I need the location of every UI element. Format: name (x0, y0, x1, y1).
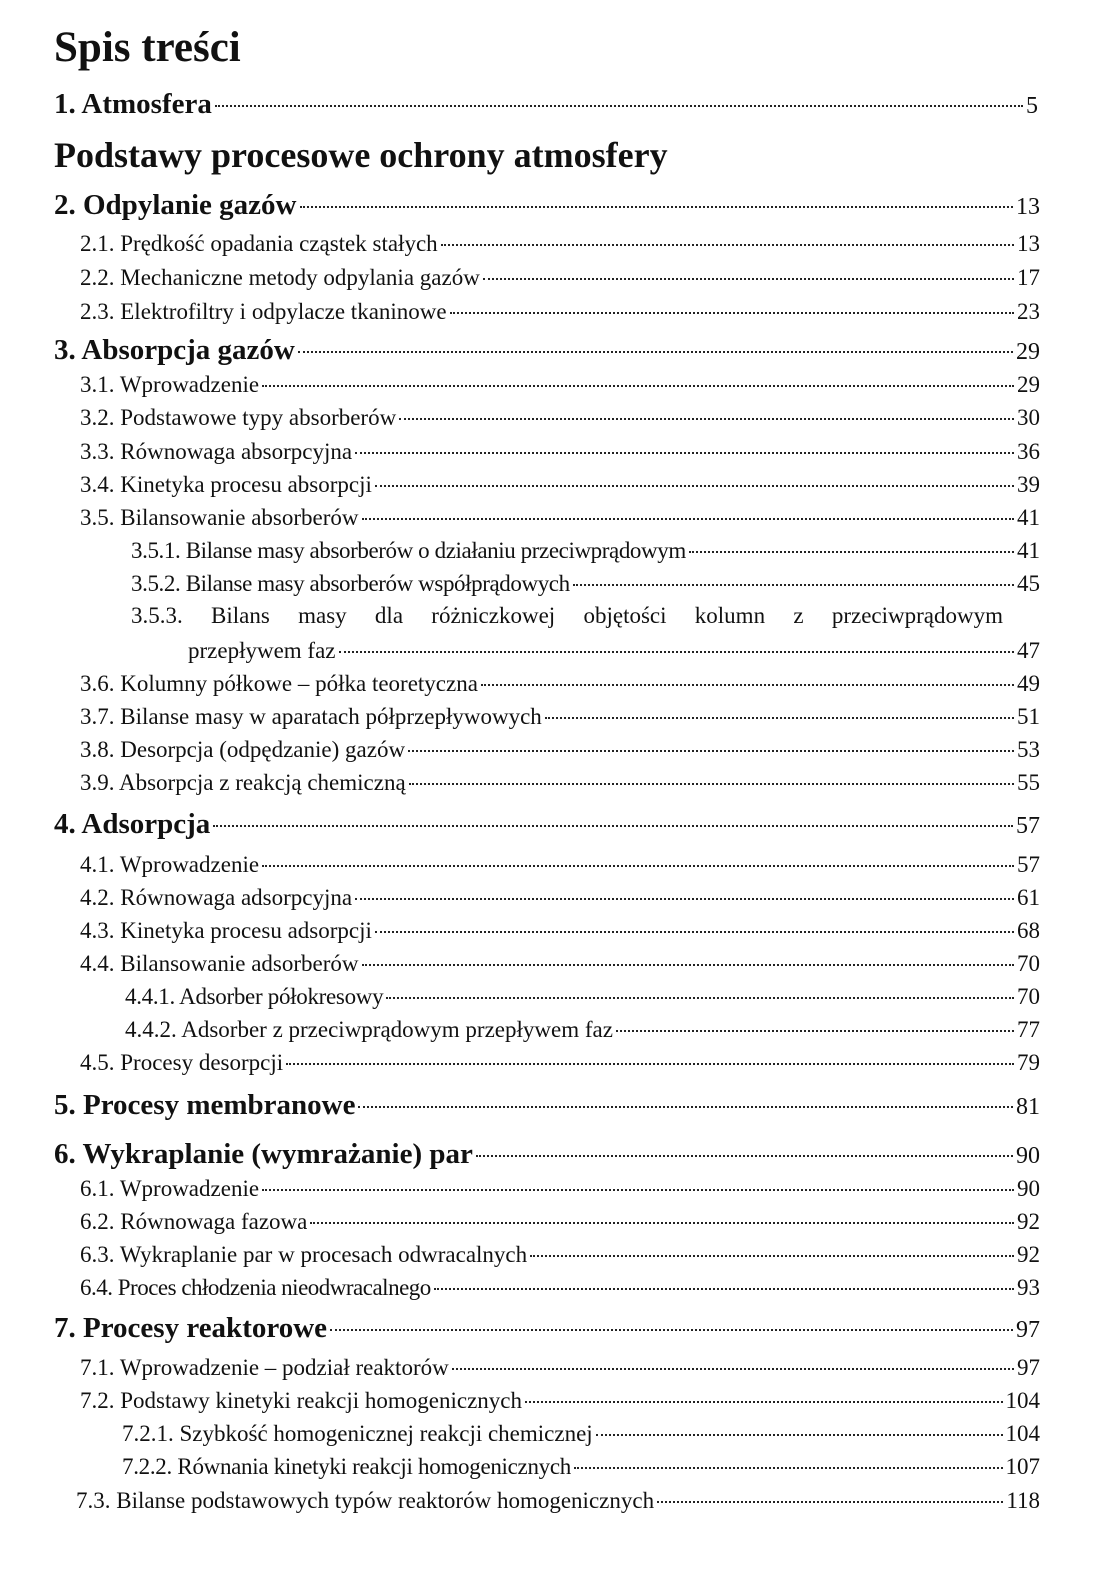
toc-entry (54, 336, 1040, 365)
leader-dots (530, 1255, 1014, 1257)
toc-entry-page: 29 (1016, 339, 1040, 365)
toc-entry-label: 6.1. Wprowadzenie (80, 1176, 260, 1201)
toc-entry (80, 473, 1040, 496)
leader-dots (362, 964, 1015, 966)
toc-entry-page: 90 (1016, 1143, 1040, 1169)
toc-entry-label: 7.3. Bilanse podstawowych typów reaktorów homogenicznych (76, 1488, 655, 1513)
toc-entry-page: 53 (1017, 737, 1040, 762)
toc-entry-page: 23 (1017, 299, 1040, 324)
leader-dots (434, 1288, 1014, 1290)
toc-entry-page: 118 (1006, 1488, 1040, 1513)
toc-entry (80, 440, 1040, 463)
leader-dots (573, 584, 1014, 586)
toc-entry-label: 3.3. Równowaga absorpcyjna (80, 439, 353, 464)
toc-entry-page: 55 (1017, 770, 1040, 795)
toc-entry-page: 57 (1016, 813, 1040, 839)
leader-dots (616, 1030, 1014, 1032)
leader-dots (476, 1155, 1013, 1157)
leader-dots (262, 385, 1014, 387)
toc-entry (122, 1422, 1040, 1445)
toc-entry-label: 3.5.1. Bilanse masy absorberów o działaniu przeciwprądowym (131, 538, 686, 563)
toc-entry-label: 4. Adsorpcja (54, 808, 211, 840)
toc-entry-page: 57 (1017, 852, 1040, 877)
toc-entry-page: 93 (1017, 1275, 1040, 1300)
toc-entry-page: 70 (1017, 951, 1040, 976)
toc-entry-label: 1. Atmosfera (54, 88, 212, 120)
toc-entry (80, 506, 1040, 529)
toc-entry-page: 61 (1017, 885, 1040, 910)
toc-entry-label: 3.4. Kinetyka procesu absorpcji (80, 472, 372, 497)
toc-entry (80, 1210, 1040, 1233)
leader-dots (574, 1467, 1003, 1469)
toc-entry (80, 300, 1040, 323)
toc-entry-label: 5. Procesy membranowe (54, 1089, 356, 1121)
toc-entry (80, 952, 1040, 975)
toc-entry (80, 1051, 1040, 1074)
toc-entry (80, 1389, 1040, 1412)
leader-dots (399, 418, 1014, 420)
toc-entry-label: 7.2.1. Szybkość homogenicznej reakcji chemicznej (122, 1421, 593, 1446)
toc-entry (125, 1018, 1040, 1041)
toc-entry-label: 4.2. Równowaga adsorpcyjna (80, 885, 353, 910)
section-header: Podstawy procesowe ochrony atmosfery (54, 135, 668, 175)
leader-dots (481, 684, 1014, 686)
toc-entry-wrapped-line: 3.5.3. Bilans masy dla różniczkowej objętości kolumn z przeciwprądowym (131, 603, 1003, 628)
toc-entry-page: 5 (1026, 93, 1038, 119)
toc-entry-label: 7.1. Wprowadzenie – podział reaktorów (80, 1355, 449, 1380)
leader-dots (689, 551, 1014, 553)
toc-entry-label: 3. Absorpcja gazów (54, 334, 295, 366)
toc-entry-label: 2.2. Mechaniczne metody odpylania gazów (80, 265, 480, 290)
toc-entry-page: 17 (1017, 265, 1040, 290)
leader-dots (355, 452, 1014, 454)
toc-entry (80, 738, 1040, 761)
toc-entry-page: 81 (1016, 1094, 1040, 1120)
leader-dots (298, 351, 1013, 353)
toc-entry-label: 2.1. Prędkość opadania cząstek stałych (80, 231, 438, 256)
toc-entry (80, 853, 1040, 876)
leader-dots (375, 931, 1014, 933)
toc-entry-page: 97 (1017, 1355, 1040, 1380)
leader-dots (310, 1222, 1014, 1224)
toc-entry-label: 7.2.2. Równania kinetyki reakcji homogenicznych (122, 1454, 571, 1479)
toc-entry-label: 3.1. Wprowadzenie (80, 372, 260, 397)
leader-dots (441, 244, 1014, 246)
toc-entry-page: 36 (1017, 439, 1040, 464)
toc-entry-page: 49 (1017, 671, 1040, 696)
leader-dots (450, 312, 1014, 314)
toc-entry (80, 1243, 1040, 1266)
toc-entry-page: 77 (1017, 1017, 1040, 1042)
toc-entry (54, 1091, 1040, 1120)
toc-entry-label: 4.3. Kinetyka procesu adsorpcji (80, 918, 372, 943)
toc-entry-page: 41 (1017, 538, 1040, 563)
toc-entry (80, 919, 1040, 942)
toc-entry-label: 4.1. Wprowadzenie (80, 852, 260, 877)
toc-entry-page: 97 (1016, 1317, 1040, 1343)
toc-entry-page: 68 (1017, 918, 1040, 943)
toc-entry-page: 30 (1017, 405, 1040, 430)
toc-entry-label: 6.3. Wykraplanie par w procesach odwracalnych (80, 1242, 528, 1267)
toc-entry (80, 232, 1040, 255)
toc-entry-page: 13 (1016, 194, 1040, 220)
leader-dots (545, 717, 1014, 719)
leader-dots (657, 1501, 1003, 1503)
toc-entry-label: 3.8. Desorpcja (odpędzanie) gazów (80, 737, 406, 762)
toc-entry-page: 41 (1017, 505, 1040, 530)
leader-dots (409, 783, 1014, 785)
toc-entry (80, 1356, 1040, 1379)
toc-entry-page: 92 (1017, 1209, 1040, 1234)
toc-entry-page: 45 (1017, 571, 1040, 596)
toc-entry (131, 539, 1040, 562)
toc-entry-page: 70 (1017, 984, 1040, 1009)
leader-dots (375, 485, 1014, 487)
leader-dots (330, 1329, 1013, 1331)
toc-entry-label: 4.4.2. Adsorber z przeciwprądowym przepływem faz (125, 1017, 613, 1042)
leader-dots (452, 1368, 1014, 1370)
toc-entry-label: 3.5. Bilansowanie absorberów (80, 505, 359, 530)
leader-dots (262, 865, 1014, 867)
toc-entry (125, 985, 1040, 1008)
toc-entry (80, 771, 1040, 794)
toc-entry (80, 1276, 1040, 1299)
toc-entry-label: 6.2. Równowaga fazowa (80, 1209, 308, 1234)
toc-entry-page: 29 (1017, 372, 1040, 397)
toc-entry-label: 4.4.1. Adsorber półokresowy (125, 984, 384, 1009)
toc-entry (80, 705, 1040, 728)
leader-dots (286, 1063, 1014, 1065)
toc-entry (54, 810, 1040, 839)
leader-dots (300, 206, 1014, 208)
leader-dots (213, 825, 1013, 827)
toc-entry-page: 92 (1017, 1242, 1040, 1267)
leader-dots (483, 278, 1014, 280)
toc-entry (54, 1140, 1040, 1169)
toc-entry-page: 107 (1005, 1454, 1040, 1479)
toc-entry-label: 6.4. Proces chłodzenia nieodwracalnego (80, 1275, 431, 1300)
toc-entry (80, 373, 1040, 396)
toc-entry-page: 104 (1005, 1388, 1040, 1413)
toc-entry (80, 1177, 1040, 1200)
leader-dots (525, 1401, 1002, 1403)
toc-entry-label: 3.5.2. Bilanse masy absorberów współprądowych (131, 571, 570, 596)
toc-entry (131, 572, 1040, 595)
toc-entry-page: 13 (1017, 231, 1040, 256)
toc-entry (54, 191, 1040, 220)
toc-entry-label: 4.4. Bilansowanie adsorberów (80, 951, 359, 976)
toc-entry-page: 39 (1017, 472, 1040, 497)
leader-dots (358, 1106, 1013, 1108)
toc-entry-label: 3.9. Absorpcja z reakcją chemiczną (80, 770, 406, 795)
toc-entry-page: 79 (1017, 1050, 1040, 1075)
leader-dots (596, 1434, 1003, 1436)
leader-dots (386, 997, 1014, 999)
toc-entry (188, 639, 1040, 662)
page-title: Spis treści (54, 24, 241, 71)
toc-entry-label: 6. Wykraplanie (wymrażanie) par (54, 1138, 473, 1170)
leader-dots (339, 651, 1014, 653)
leader-dots (355, 898, 1014, 900)
toc-entry-page: 51 (1017, 704, 1040, 729)
leader-dots (362, 518, 1015, 520)
toc-entry-page: 90 (1017, 1176, 1040, 1201)
toc-entry (80, 266, 1040, 289)
toc-entry-label: 3.2. Podstawowe typy absorberów (80, 405, 397, 430)
toc-entry-label: 2. Odpylanie gazów (54, 189, 297, 221)
toc-entry (54, 1314, 1040, 1343)
toc-entry (80, 672, 1040, 695)
toc-entry-label: 2.3. Elektrofiltry i odpylacze tkaninowe (80, 299, 447, 324)
leader-dots (262, 1189, 1014, 1191)
toc-entry-page: 104 (1005, 1421, 1040, 1446)
leader-dots (408, 750, 1014, 752)
toc-entry-label: 7.2. Podstawy kinetyki reakcji homogenicznych (80, 1388, 523, 1413)
toc-entry-label: 7. Procesy reaktorowe (54, 1312, 328, 1344)
toc-entry-label: 4.5. Procesy desorpcji (80, 1050, 284, 1075)
toc-entry-label: przepływem faz (188, 638, 336, 663)
toc-entry (80, 406, 1040, 429)
toc-entry (80, 886, 1040, 909)
toc-entry-label: 3.7. Bilanse masy w aparatach półprzepływowych (80, 704, 542, 729)
toc-entry (122, 1455, 1040, 1478)
toc-entry-label: 3.6. Kolumny półkowe – półka teoretyczna (80, 671, 478, 696)
toc-entry-page: 47 (1017, 638, 1040, 663)
toc-entry (76, 1489, 1040, 1512)
